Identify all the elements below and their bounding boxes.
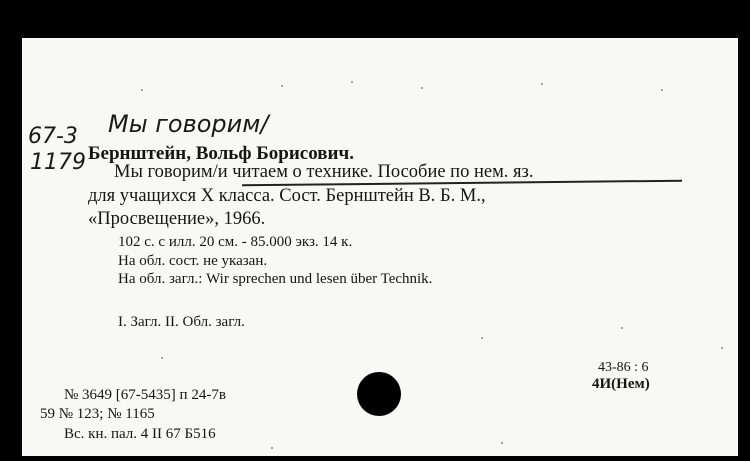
tracing: I. Загл. II. Обл. загл.: [118, 314, 245, 330]
call-number-2: 1179: [30, 150, 86, 175]
card-punch-hole: [357, 372, 401, 416]
subtitle-statement: для учащихся X класса. Сост. Бернштейн В. Б. М.,: [88, 186, 486, 206]
physical-description: 102 с. с илл. 20 см. - 85.000 экз. 14 к.: [118, 234, 353, 250]
call-number-1: 67-3: [28, 124, 78, 149]
author-heading: Бернштейн, Вольф Борисович.: [88, 143, 354, 164]
classification-code-language: 4И(Нем): [592, 376, 650, 392]
order-number-line-2: 59 № 123; № 1165: [40, 406, 155, 422]
scan-border-top: [0, 0, 750, 38]
order-number-line-1: № 3649 [67-5435] п 24-7в: [64, 387, 226, 403]
compiler-note: На обл. сост. не указан.: [118, 253, 268, 269]
scan-border-right: [738, 0, 750, 461]
title-statement: Мы говорим/и читаем о технике. Пособие по нем. яз.: [114, 162, 534, 182]
handwritten-title: Мы говорим/: [108, 110, 269, 138]
scan-border-left: [0, 0, 22, 461]
publisher: «Просвещение», 1966.: [88, 209, 266, 229]
catalog-card: [22, 38, 738, 456]
classification-code: 43-86 : 6: [598, 360, 649, 375]
order-number-line-3: Вс. кн. пал. 4 II 67 Б516: [64, 426, 216, 442]
parallel-title-note: На обл. загл.: Wir sprechen und lesen über Technik.: [118, 271, 433, 287]
